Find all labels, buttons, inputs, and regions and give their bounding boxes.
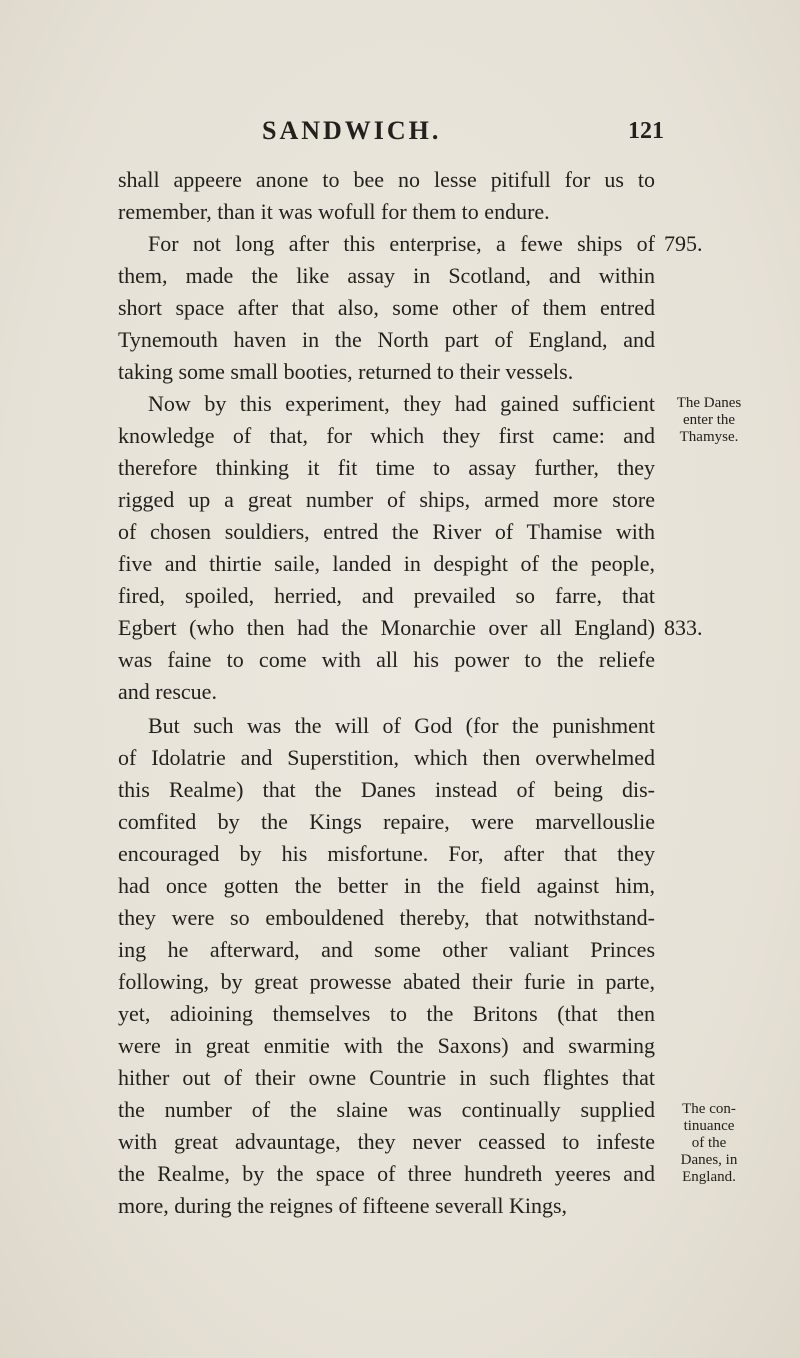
- text-line: this Realme) that the Danes instead of being dis-: [118, 777, 655, 802]
- text-line: was faine to come with all his power to the reliefe: [118, 647, 655, 672]
- text-line: the Realme, by the space of three hundreth yeeres and: [118, 1161, 655, 1186]
- text-line: knowledge of that, for which they first came: and: [118, 423, 655, 448]
- text-line: remember, than it was wofull for them to endure.: [118, 199, 550, 224]
- text-line: them, made the like assay in Scotland, and within: [118, 263, 655, 288]
- text-line: following, by great prowesse abated their furie in parte,: [118, 969, 655, 994]
- text-line: therefore thinking it fit time to assay further, they: [118, 455, 655, 480]
- running-title: SANDWICH.: [262, 116, 442, 145]
- text-line: comfited by the Kings repaire, were marvellouslie: [118, 809, 655, 834]
- text-line: short space after that also, some other of them entred: [118, 295, 655, 320]
- text-line: ing he afterward, and some other valiant Princes: [118, 937, 655, 962]
- text-line: five and thirtie saile, landed in despight of the people,: [118, 551, 655, 576]
- text-line: shall appeere anone to bee no lesse pitifull for us to: [118, 167, 655, 192]
- side-note-line: tinuance: [683, 1118, 735, 1134]
- text-line: of Idolatrie and Superstition, which then overwhelmed: [118, 745, 655, 770]
- side-note-line: The con-: [682, 1101, 736, 1117]
- text-line: more, during the reignes of fifteene severall Kings,: [118, 1193, 568, 1218]
- text-line: rigged up a great number of ships, armed more store: [118, 487, 655, 512]
- text-line: But such was the will of God (for the punishment: [148, 713, 655, 738]
- page-number: 121: [628, 118, 664, 144]
- side-note-danes-enter-thamyse: [668, 395, 750, 446]
- text-line: and rescue.: [118, 679, 217, 704]
- text-line: yet, adioining themselves to the Britons (that then: [118, 1001, 655, 1026]
- text-line: with great advauntage, they never ceassed to infeste: [118, 1129, 655, 1154]
- text-line: fired, spoiled, herried, and prevailed so farre, that: [118, 583, 655, 608]
- text-line: Egbert (who then had the Monarchie over all England): [118, 615, 655, 640]
- margin-date: 795.: [664, 231, 703, 256]
- margin-date: 833.: [664, 615, 703, 640]
- text-line: they were so embouldened thereby, that notwithstand-: [118, 905, 655, 930]
- text-line: encouraged by his misfortune. For, after that they: [118, 841, 655, 866]
- text-line: were in great enmitie with the Saxons) and swarming: [118, 1033, 655, 1058]
- text-line: of chosen souldiers, entred the River of Thamise with: [118, 519, 655, 544]
- side-note-line: of the: [691, 1135, 727, 1151]
- text-line: Tynemouth haven in the North part of England, and: [118, 327, 655, 352]
- text-line: For not long after this enterprise, a fewe ships of: [148, 231, 655, 256]
- text-line: hither out of their owne Countrie in such flightes that: [118, 1065, 655, 1090]
- text-line: the number of the slaine was continually supplied: [118, 1097, 655, 1122]
- side-note-line: England.: [682, 1169, 736, 1185]
- text-line: Now by this experiment, they had gained sufficient: [148, 391, 655, 416]
- side-note-line: Danes, in: [680, 1152, 738, 1168]
- text-line: taking some small booties, returned to their vessels.: [118, 359, 574, 384]
- side-note-line: Thamyse.: [679, 429, 739, 445]
- side-note-line: enter the: [682, 412, 736, 428]
- side-note-continuance-of-danes: [668, 1101, 750, 1186]
- side-note-line: The Danes: [676, 395, 742, 411]
- text-line: had once gotten the better in the field against him,: [118, 873, 655, 898]
